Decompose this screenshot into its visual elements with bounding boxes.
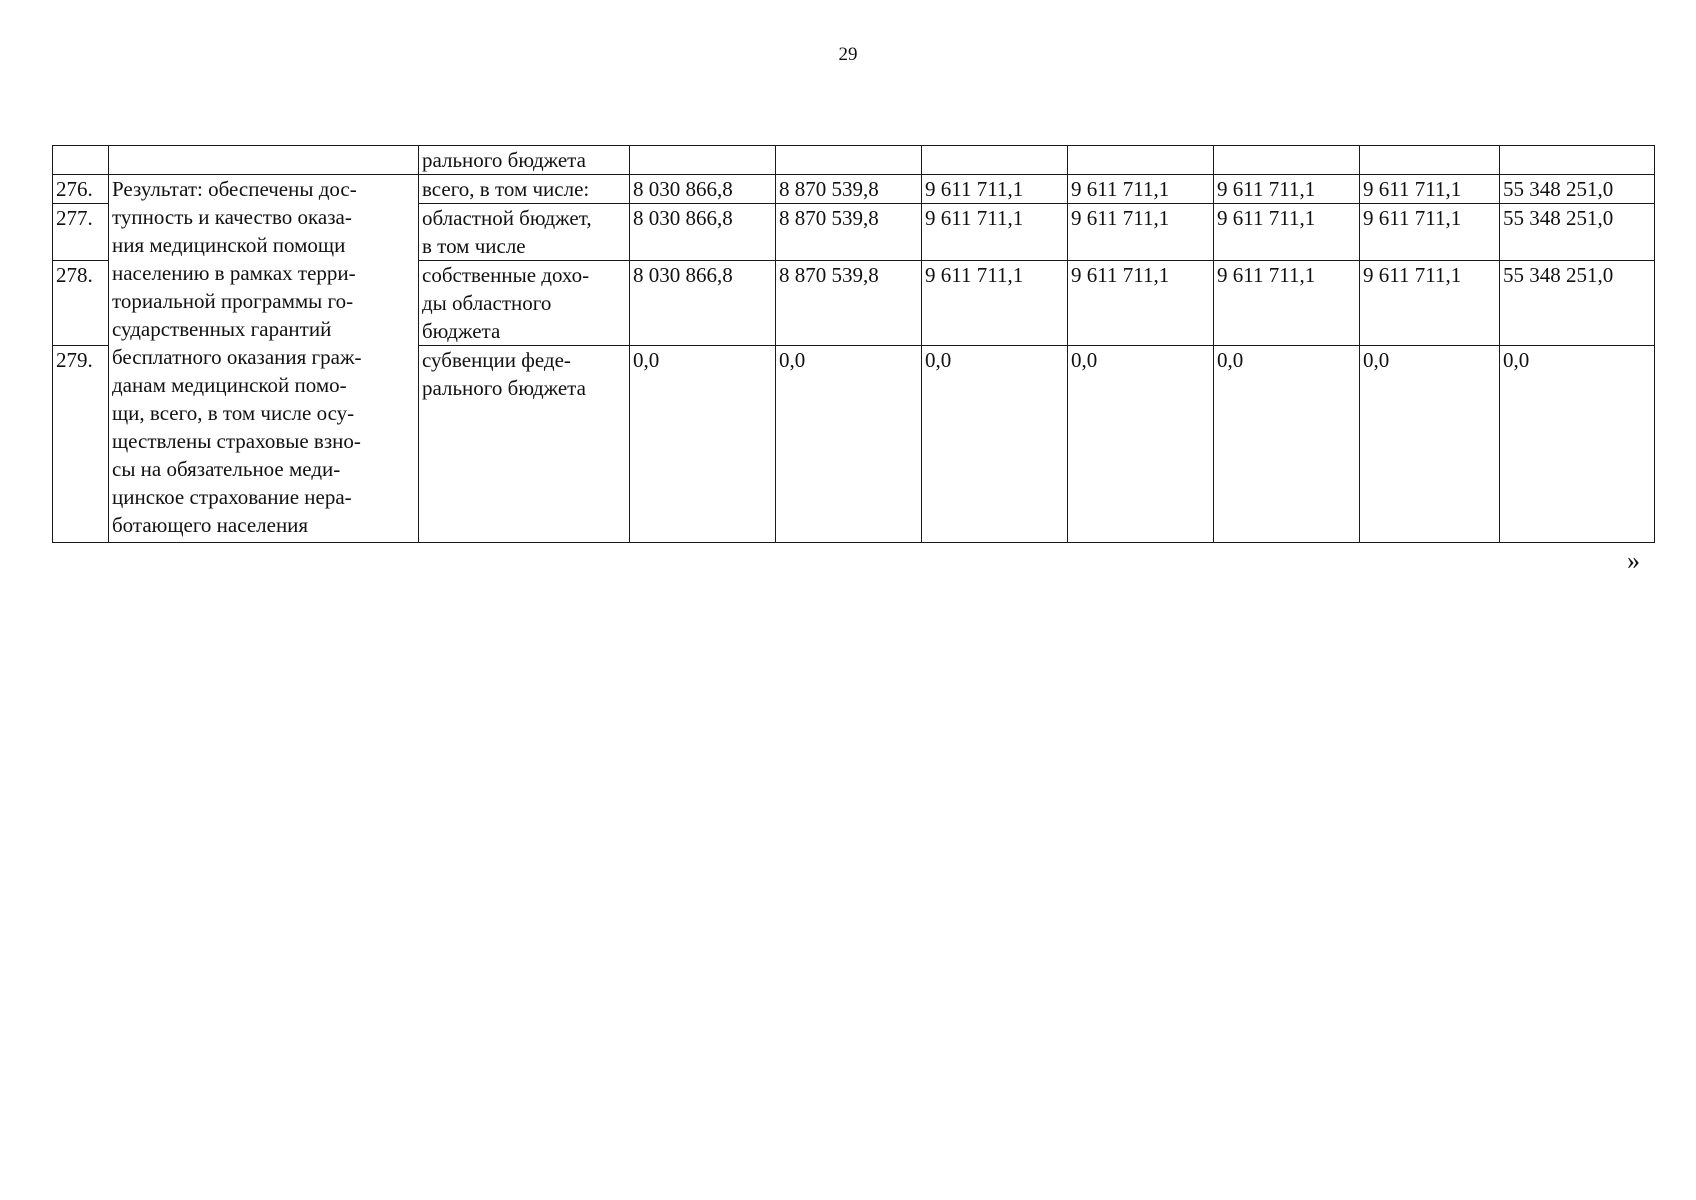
funding-source-cell: рального бюджета — [419, 146, 630, 175]
value-cell: 9 611 711,1 — [1360, 261, 1500, 346]
funding-source-cell: собственные дохо- ды областного бюджета — [419, 261, 630, 346]
value-cell — [630, 146, 776, 175]
value-cell: 0,0 — [922, 346, 1068, 543]
value-cell: 9 611 711,1 — [1214, 204, 1360, 261]
value-cell: 9 611 711,1 — [1214, 261, 1360, 346]
total-value-cell: 55 348 251,0 — [1500, 204, 1655, 261]
value-cell — [922, 146, 1068, 175]
row-number-cell — [53, 146, 109, 175]
page-number: 29 — [838, 44, 858, 65]
table-row-276 — [53, 175, 1655, 204]
total-value-cell — [1500, 146, 1655, 175]
value-cell: 8 030 866,8 — [630, 261, 776, 346]
value-cell: 8 870 539,8 — [776, 204, 922, 261]
value-cell: 9 611 711,1 — [922, 261, 1068, 346]
value-cell: 8 030 866,8 — [630, 175, 776, 204]
value-cell: 9 611 711,1 — [1068, 204, 1214, 261]
total-value-cell: 0,0 — [1500, 346, 1655, 543]
value-cell: 9 611 711,1 — [1068, 175, 1214, 204]
value-cell — [1068, 146, 1214, 175]
row-number-cell: 277. — [53, 204, 109, 261]
value-cell — [776, 146, 922, 175]
row-number-cell: 278. — [53, 261, 109, 346]
value-cell — [1214, 146, 1360, 175]
value-cell: 0,0 — [776, 346, 922, 543]
funding-source-cell: всего, в том числе: — [419, 175, 630, 204]
funding-source-cell: субвенции феде- рального бюджета — [419, 346, 630, 543]
value-cell: 0,0 — [1214, 346, 1360, 543]
value-cell: 8 870 539,8 — [776, 261, 922, 346]
total-value-cell: 55 348 251,0 — [1500, 261, 1655, 346]
row-number-cell: 276. — [53, 175, 109, 204]
value-cell: 8 870 539,8 — [776, 175, 922, 204]
value-cell: 0,0 — [1360, 346, 1500, 543]
closing-quote-mark: » — [1627, 546, 1640, 575]
value-cell: 8 030 866,8 — [630, 204, 776, 261]
value-cell: 9 611 711,1 — [1360, 204, 1500, 261]
table-row-continuation — [53, 146, 1655, 175]
value-cell: 9 611 711,1 — [922, 204, 1068, 261]
value-cell: 9 611 711,1 — [1214, 175, 1360, 204]
value-cell: 9 611 711,1 — [1068, 261, 1214, 346]
row-number-cell: 279. — [53, 346, 109, 543]
result-description-cell — [109, 146, 419, 175]
value-cell: 0,0 — [630, 346, 776, 543]
value-cell: 0,0 — [1068, 346, 1214, 543]
value-cell: 9 611 711,1 — [922, 175, 1068, 204]
value-cell — [1360, 146, 1500, 175]
value-cell: 9 611 711,1 — [1360, 175, 1500, 204]
total-value-cell: 55 348 251,0 — [1500, 175, 1655, 204]
funding-source-cell: областной бюджет, в том числе — [419, 204, 630, 261]
result-description-cell: Результат: обеспечены дос- тупность и качество оказа- ния медицинской помощи населению в рамках терри- ториальной программы го- сударственных гарантий бесплатного оказания граж- данам медицинской помо- щи, всего, в том числе осу- ществлены страховые взно- сы на обязательное меди- цинское страхование нера- ботающего населения — [109, 175, 419, 543]
budget-table — [52, 145, 1655, 543]
